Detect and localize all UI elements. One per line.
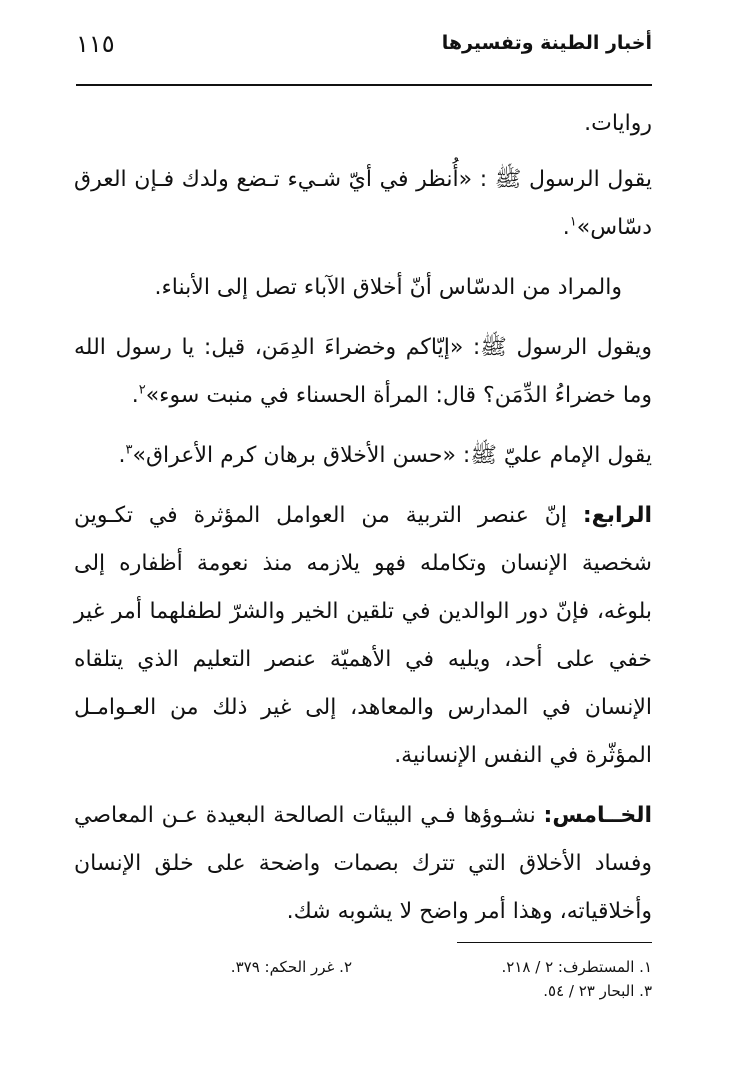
paragraph-text: إنّ عنصر التربية من العوامل المؤثرة في تكـوين شخصية الإنسان وتكامله فهو يلازمه منذ نعومة أظفاره إلى بلوغه، فإنّ دور الوالدين في تلقين الخير والشرّ لطفلهما أمر غير خفي على أحد، ويليه في الأهميّة عنصر التعليم الذي يتلقاه الإنسان في المدارس والمعاهد، إلى غير ذلك من العـوامـل المؤثّرة في النفس الإنسانية.	[74, 503, 652, 768]
footnotes	[80, 955, 652, 1003]
paragraph-text: يقول الرسول ﷺ : «أُنظر في أيّ شـيء تـضع ولدك فـإن العرق دسّاس»	[74, 167, 652, 240]
paragraph-intro	[74, 100, 652, 148]
header-divider	[76, 84, 652, 86]
footnote-ref: ١	[569, 214, 577, 230]
paragraph-explanation	[74, 264, 652, 312]
paragraph-fourth	[74, 492, 652, 780]
running-header	[76, 30, 652, 70]
paragraph-fifth	[74, 792, 652, 936]
footnote-row	[80, 979, 652, 1003]
paragraph-text: نشـوؤها فـي البيئات الصالحة البعيدة عـن المعاصي وفساد الأخلاق التي تترك بصمات واضحة على خلق الإنسان وأخلاقياته، وهذا أمر واضح لا يشوبه شك.	[74, 803, 652, 924]
footnote-1: ١. المستطرف: ٢ / ٢١٨.	[501, 958, 652, 976]
footnote-ref: ٢	[138, 382, 146, 398]
paragraph-lead: الخــامس:	[543, 803, 652, 828]
footnote-2: ٢. غرر الحكم: ٣٧٩.	[230, 958, 352, 976]
paragraph-hadith-2: ويقول الرسول ﷺ: «إيّاكم وخضراءَ الدِمَن، قيل: يا رسول الله وما خضراءُ الدِّمَن؟ قال: المرأة الحسناء في منبت سوء»$^٢$.	[74, 335, 652, 408]
paragraph-text: والمراد من الدسّاس أنّ أخلاق الآباء تصل إلى الأبناء.	[154, 275, 622, 300]
paragraph-hadith-1: يقول الرسول ﷺ : «أُنظر في أيّ شـيء تـضع ولدك فـإن العرق دسّاس»$^١$.	[74, 167, 652, 240]
footnote-3: ٣. البحار ٢٣ / ٥٤.	[543, 982, 652, 1000]
footnote-ref: ٣	[125, 442, 133, 458]
paragraph-hadith-3: يقول الإمام عليّ ﷺ: «حسن الأخلاق برهان كرم الأعراق»$^٣$.	[118, 442, 652, 468]
paragraph-text: روايات.	[584, 111, 652, 136]
main-text	[74, 100, 652, 948]
footnote-divider	[457, 942, 652, 943]
paragraph-lead: الرابع:	[582, 503, 652, 528]
page-number: ١١٥	[76, 30, 115, 58]
paragraph-text: يقول الإمام عليّ ﷺ: «حسن الأخلاق برهان كرم الأعراق»	[132, 443, 652, 468]
footnote-row	[80, 955, 652, 979]
paragraph-text: ويقول الرسول ﷺ: «إيّاكم وخضراءَ الدِمَن، قيل: يا رسول الله وما خضراءُ الدِّمَن؟ قال: المرأة الحسناء في منبت سوء»	[74, 335, 652, 408]
header-title: أخبار الطينة وتفسيرها	[441, 32, 652, 54]
